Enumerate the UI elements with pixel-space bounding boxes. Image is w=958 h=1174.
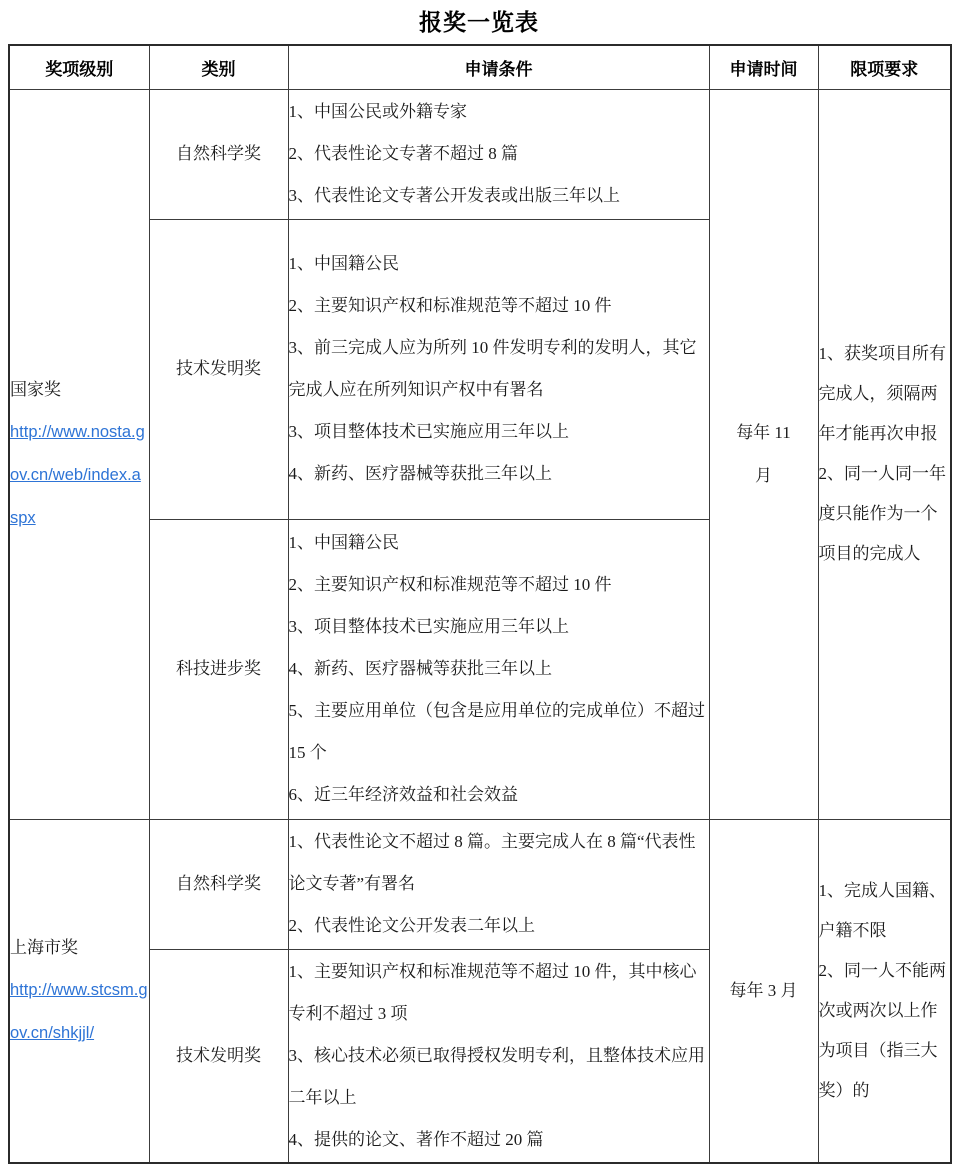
page-title: 报奖一览表 (419, 10, 539, 35)
category-cell-sci-tech-progress: 科技进步奖 (149, 519, 288, 819)
conditions-cell (288, 219, 709, 519)
conditions-cell (288, 519, 709, 819)
condition-item: 3、代表性论文专著公开发表或出版三年以上 (288, 186, 620, 205)
award-name-national: 国家奖 (10, 380, 61, 399)
condition-item: 5、主要应用单位（包含是应用单位的完成单位）不超过 15 个 (288, 701, 705, 762)
awards-table (8, 44, 952, 1164)
limits-cell-national (818, 89, 951, 819)
category-cell-natural-science: 自然科学奖 (149, 89, 288, 219)
condition-item: 3、前三完成人应为所列 10 件发明专利的发明人，其它完成人应在所列知识产权中有署名 (288, 338, 697, 399)
condition-item: 2、主要知识产权和标准规范等不超过 10 件 (288, 575, 612, 594)
category-cell-tech-invention: 技术发明奖 (149, 949, 288, 1163)
column-header-limits: 限项要求 (818, 45, 951, 89)
award-level-cell-shanghai (9, 819, 149, 1163)
apply-time-line: 每年 3 月 (729, 981, 798, 1001)
limit-item: 1、完成人国籍、户籍不限 (818, 880, 946, 940)
limit-item: 2、同一人不能两次或两次以上作为项目（指三大奖）的 (818, 960, 946, 1100)
apply-time-line: 月 (755, 466, 772, 485)
condition-item: 1、主要知识产权和标准规范等不超过 10 件，其中核心专利不超过 3 项 (288, 961, 697, 1023)
condition-item: 1、代表性论文不超过 8 篇。主要完成人在 8 篇“代表性论文专著”有署名 (288, 832, 696, 893)
condition-item: 6、近三年经济效益和社会效益 (288, 785, 518, 804)
condition-item: 1、中国籍公民 (288, 254, 399, 273)
condition-item: 4、新药、医疗器械等获批三年以上 (288, 659, 552, 678)
condition-item: 3、核心技术必须已取得授权发明专利，且整体技术应用二年以上 (288, 1045, 705, 1107)
column-header-award-level: 奖项级别 (9, 45, 149, 89)
condition-item: 2、主要知识产权和标准规范等不超过 10 件 (288, 296, 612, 315)
limits-cell-shanghai (818, 819, 951, 1163)
award-link-shanghai[interactable]: http://www.stcsm.gov.cn/shkjjl/ (10, 981, 148, 1043)
condition-item: 2、代表性论文公开发表二年以上 (288, 916, 535, 935)
condition-item: 4、提供的论文、著作不超过 20 篇 (288, 1129, 544, 1149)
condition-item: 1、中国公民或外籍专家 (288, 102, 467, 121)
award-link-national[interactable]: http://www.nosta.gov.cn/web/index.aspx (10, 423, 145, 527)
apply-time-line: 每年 11 (736, 423, 791, 442)
table-row-shanghai-natural-science (9, 819, 951, 949)
condition-item: 3、项目整体技术已实施应用三年以上 (288, 422, 569, 441)
table-row-national-natural-science (9, 89, 951, 219)
conditions-cell (288, 819, 709, 949)
conditions-cell (288, 89, 709, 219)
condition-item: 2、代表性论文专著不超过 8 篇 (288, 144, 518, 163)
apply-time-cell-national (709, 89, 818, 819)
apply-time-cell-shanghai (709, 819, 818, 1163)
award-level-cell-national (9, 89, 149, 819)
table-header-row (9, 45, 951, 89)
column-header-apply-time: 申请时间 (709, 45, 818, 89)
condition-item: 1、中国籍公民 (288, 533, 399, 552)
column-header-category: 类别 (149, 45, 288, 89)
condition-item: 4、新药、医疗器械等获批三年以上 (288, 464, 552, 483)
award-name-shanghai: 上海市奖 (10, 938, 78, 958)
category-cell-natural-science: 自然科学奖 (149, 819, 288, 949)
category-cell-tech-invention: 技术发明奖 (149, 219, 288, 519)
conditions-cell (288, 949, 709, 1163)
column-header-conditions: 申请条件 (288, 45, 709, 89)
limit-item: 2、同一人同一年度只能作为一个项目的完成人 (818, 464, 946, 563)
limit-item: 1、获奖项目所有完成人，须隔两年才能再次申报 (818, 344, 946, 443)
condition-item: 3、项目整体技术已实施应用三年以上 (288, 617, 569, 636)
